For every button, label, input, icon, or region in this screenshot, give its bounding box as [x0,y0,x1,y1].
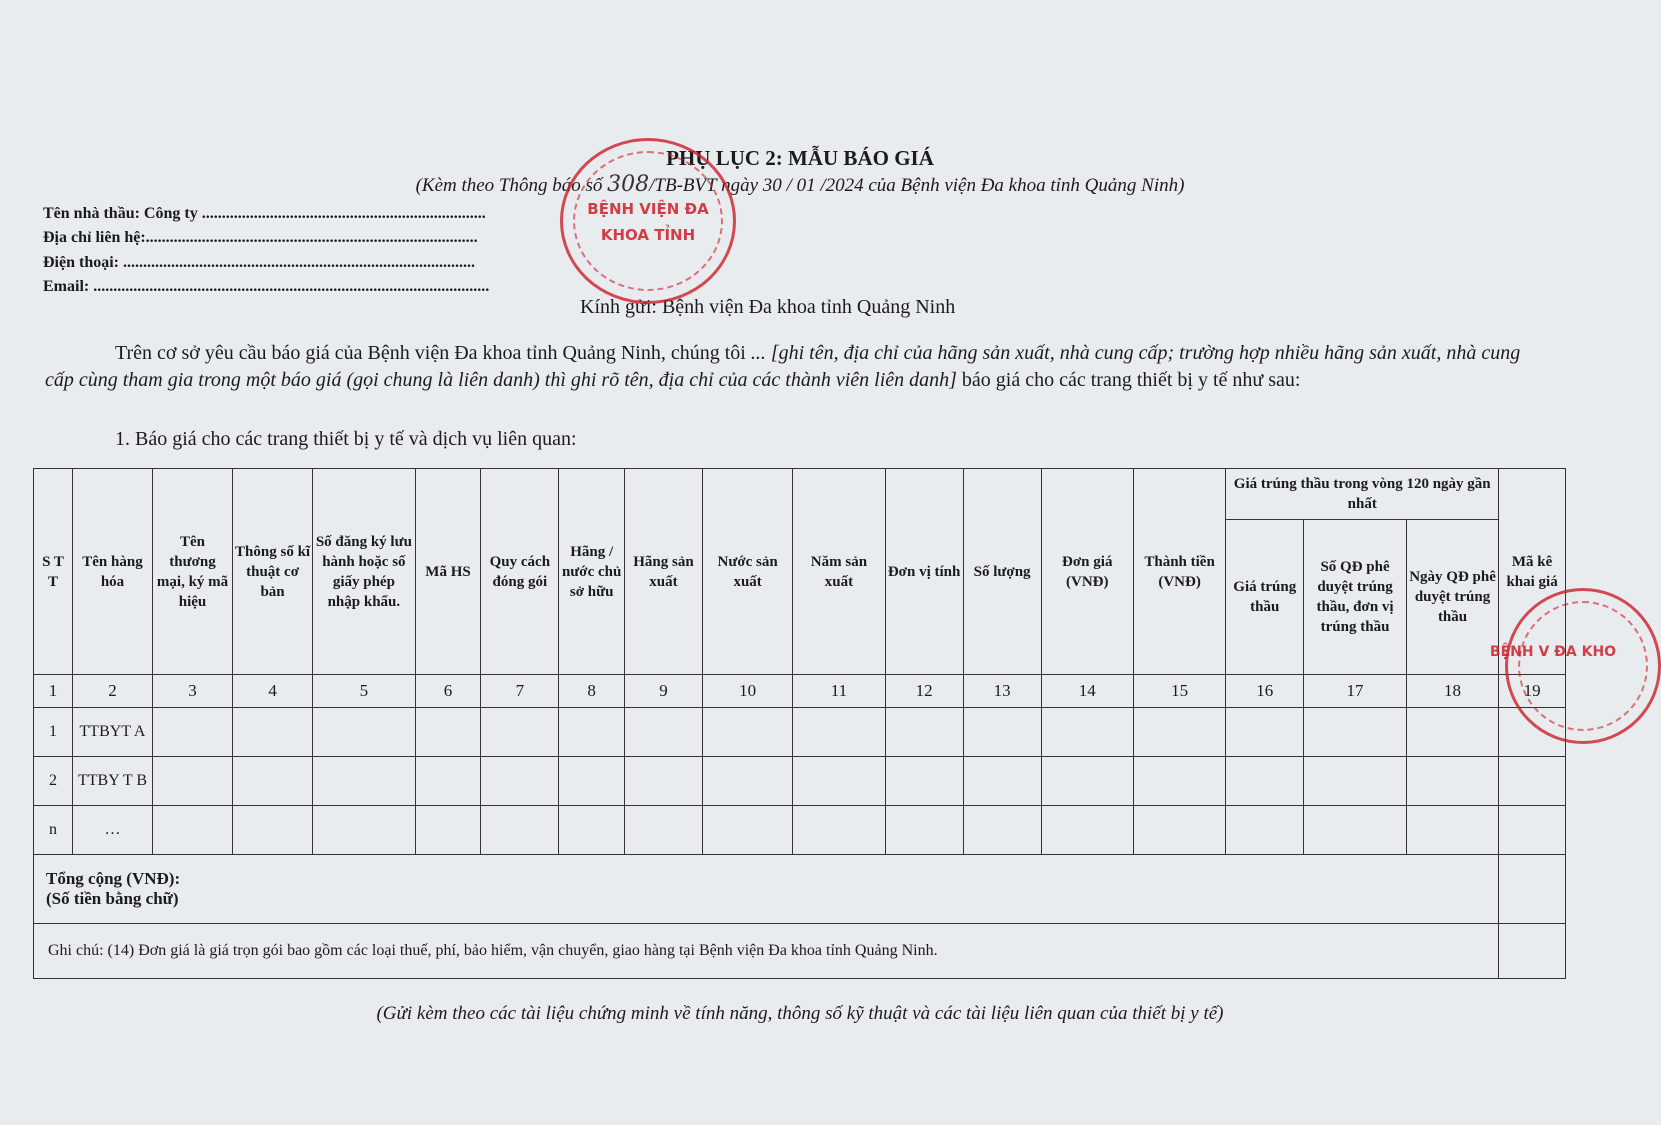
red-seal-stamp: BỆNH VIỆN ĐA KHOA TỈNH [560,138,736,304]
header-hang-nuoc: Hãng / nước chủ sở hữu [559,469,625,675]
column-number: 10 [702,675,792,708]
handwritten-notice-number: 308 [607,172,650,197]
column-number: 9 [624,675,702,708]
column-number: 19 [1499,675,1566,708]
subtitle-prefix: (Kèm theo Thông báo số [415,175,608,196]
contact-phone: Điện thoại: ........................................................................................ [43,254,475,271]
column-number: 5 [313,675,416,708]
table-row [34,757,1566,806]
row-item-name: TTBY T B [72,757,152,806]
header-ma-ke-khai: Mã kê khai giá [1499,469,1566,675]
note-text: Ghi chú: (14) Đơn giá là giá trọn gói bao gồm các loại thuế, phí, bảo hiểm, vận chuyển, giao hàng tại Bệnh viện Đa khoa tỉnh Quảng Ninh. [34,924,1499,979]
quotation-table [33,468,1566,979]
header-quy-cach: Quy cách đóng gói [481,469,559,675]
header-so-luong: Số lượng [963,469,1041,675]
column-number: 18 [1406,675,1498,708]
red-seal-stamp-partial: BỆNH V ĐA KHO [1505,588,1661,744]
column-number: 16 [1226,675,1304,708]
document-subtitle [0,172,1600,197]
header-ten-hang-hoa: Tên hàng hóa [72,469,152,675]
header-so-dang-ky: Số đăng ký lưu hành hoặc số giấy phép nhập khẩu. [313,469,416,675]
column-number: 2 [72,675,152,708]
column-number: 7 [481,675,559,708]
header-stt: S T T [34,469,73,675]
column-number: 14 [1041,675,1133,708]
column-number: 3 [153,675,233,708]
salutation: Kính gửi: Bệnh viện Đa khoa tỉnh Quảng Ninh [580,296,956,318]
row-stt: n [34,806,73,855]
column-number: 1 [34,675,73,708]
intro-paragraph [45,340,1525,394]
header-thong-so: Thông số kĩ thuật cơ bản [233,469,313,675]
column-number: 13 [963,675,1041,708]
header-gia-trung-thau: Giá trúng thầu [1226,520,1304,675]
contact-address: Địa chỉ liên hệ:................................................................................... [43,229,478,246]
total-in-words: (Số tiền bằng chữ) [46,889,179,908]
column-number: 8 [559,675,625,708]
header-ma-hs: Mã HS [415,469,481,675]
column-number-row [34,675,1566,708]
header-ngay-qd: Ngày QĐ phê duyệt trúng thầu [1406,520,1498,675]
header-hang-san-xuat: Hãng sản xuất [624,469,702,675]
contact-company: Tên nhà thầu: Công ty ....................................................................... [43,205,486,222]
row-item-name: TTBYT A [72,708,152,757]
footer-note: (Gửi kèm theo các tài liệu chứng minh về tính năng, thông số kỹ thuật và các tài liệu liên quan của thiết bị y tế) [376,1003,1224,1024]
header-nuoc-san-xuat: Nước sản xuất [702,469,792,675]
column-number: 12 [885,675,963,708]
column-number: 17 [1304,675,1407,708]
contact-email: Email: ................................................................................................... [43,278,490,295]
document-title: PHỤ LỤC 2: MẪU BÁO GIÁ [666,146,934,170]
total-row [34,855,1566,924]
paragraph-italic: ... [ghi tên, địa chỉ của hãng sản xuất, nhà cung cấp; trường hợp nhiều hãng sản xuất, nhà cung cấp cùng tham gia trong một báo giá (gọi chung là liên danh) thì ghi rõ tên, địa chỉ của các thành viên liên danh] [45,342,1521,391]
paragraph-start: Trên cơ sở yêu cầu báo giá của Bệnh viện Đa khoa tỉnh Quảng Ninh, chúng tôi [115,342,751,364]
column-number: 11 [793,675,885,708]
subtitle-rest: /TB-BVT ngày 30 / 01 /2024 của Bệnh viện Đa khoa tỉnh Quảng Ninh) [649,175,1185,196]
paragraph-end: báo giá cho các trang thiết bị y tế như sau: [956,369,1301,391]
note-row [34,924,1566,979]
header-don-gia: Đơn giá (VNĐ) [1041,469,1133,675]
row-stt: 1 [34,708,73,757]
column-number: 4 [233,675,313,708]
header-so-qd: Số QĐ phê duyệt trúng thầu, đơn vị trúng thầu [1304,520,1407,675]
total-cell [34,855,1499,924]
row-stt: 2 [34,757,73,806]
header-thanh-tien: Thành tiền (VNĐ) [1133,469,1225,675]
column-number: 6 [415,675,481,708]
table-row [34,806,1566,855]
total-label: Tổng cộng (VNĐ): [46,869,181,888]
table-row [34,708,1566,757]
header-don-vi-tinh: Đơn vị tính [885,469,963,675]
column-number: 15 [1133,675,1225,708]
header-nam-san-xuat: Năm sản xuất [793,469,885,675]
header-ten-thuong-mai: Tên thương mại, ký mã hiệu [153,469,233,675]
header-gia-trung-thau-group: Giá trúng thầu trong vòng 120 ngày gần nhất [1226,469,1499,520]
row-item-name: … [72,806,152,855]
section-heading: 1. Báo giá cho các trang thiết bị y tế và dịch vụ liên quan: [115,428,577,450]
